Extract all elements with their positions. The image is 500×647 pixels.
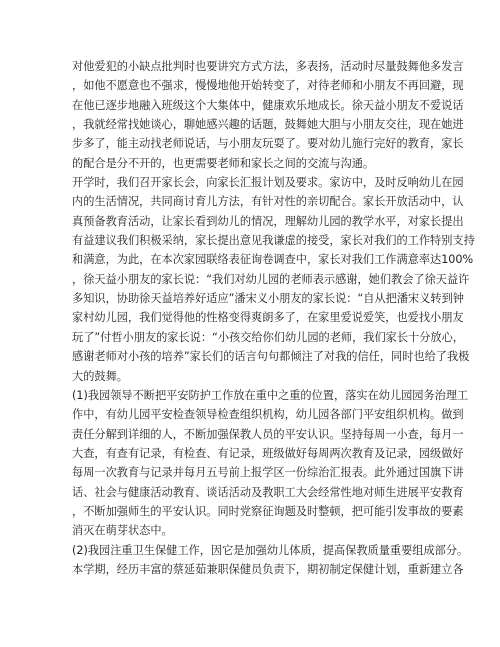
- text-line: ，如他不愿意也不强求，慢慢地他开始转变了，对待老师和小朋友不再回避，现: [72, 79, 464, 93]
- paragraph-4: [72, 541, 469, 580]
- text-line: ，我就经常找她谈心，聊她感兴趣的话题，鼓舞她大胆与小朋友交往，现在她进: [72, 118, 464, 132]
- text-line: (1)我园领导不断把平安防护工作放在重中之重的位置，落实在幼儿园园务治理工: [72, 388, 469, 402]
- paragraph-3: [72, 386, 469, 541]
- text-line: 消灭在萌芽状态中。: [72, 524, 173, 538]
- text-line: 作中，有幼儿园平安检查领导检查组织机构，幼儿园各部门平安组织机构。做到: [72, 408, 464, 422]
- text-line: 和满意，为此，在本次家园联络表征询卷调查中，家长对我们工作满意率达100%: [72, 253, 474, 267]
- text-line: 真预备教育活动，让家长看到幼儿的情况，理解幼儿园的教学水平，对家长提出: [72, 214, 464, 228]
- text-line: 有益建议我们积极采纳，家长提出意见我谦虚的接受，家长对我们的工作特别支持: [72, 234, 475, 248]
- paragraph-1: [72, 57, 464, 173]
- text-line: 步多了，能主动找老师说话，与小朋友玩耍了。要对幼儿施行完好的教育，家长: [72, 137, 464, 151]
- text-line: 大查，有查有记录，有检查、有记录，班级做好每周两次教育及记录，园级做好: [72, 446, 464, 460]
- text-line: 的配合是分不开的，也更需要老师和家长之间的交流与沟通。: [72, 156, 375, 170]
- text-line: 每周一次教育与记录并每月五号前上报学区一份综治汇报表。此外通过国旗下讲: [72, 466, 464, 480]
- paragraph-2: [72, 173, 475, 386]
- text-line: 家村幼儿园，我们觉得他的性格变得爽朗多了，在家里爱说爱笑，也爱找小朋友: [72, 311, 464, 325]
- text-line: 对他爱犯的小缺点批判时也要讲究方式方法，多表扬，活动时尽量鼓舞他多发言: [72, 60, 464, 73]
- text-line: 内的生活情况，共同商讨育儿方法，有针对性的亲切配合。家长开放活动中，认: [72, 195, 464, 209]
- text-line: 在他已逐步地融入班级这个大集体中，健康欢乐地成长。徐天益小朋友不爱说话: [72, 98, 464, 112]
- text-line: ，不断加强师生的平安认识。同时党察征询题及时整顿，把可能引发事故的要素: [72, 504, 464, 518]
- text-line: ，徐天益小朋友的家长说：“我们对幼儿园的老师表示感谢，她们教会了徐天益许: [72, 272, 470, 286]
- text-line: 责任分解到详细的人，不断加强保教人员的平安认识。坚持每周一小查，每月一: [72, 427, 464, 441]
- text-line: 感谢老师对小孩的培养”家长们的话言句句都倾注了对我的信任，同时也给了我极: [72, 350, 470, 364]
- document-body: [72, 57, 475, 579]
- text-line: 多知识，协助徐天益培养好适应”潘宋义小朋友的家长说：“自从把潘宋义转到钟: [72, 292, 464, 306]
- text-line: 大的鼓舞。: [72, 369, 128, 383]
- text-line: 本学期，经历丰富的蔡延茹兼职保健员负责下，期初制定保健计划，重新建立各: [72, 562, 464, 576]
- text-line: 开学时，我们召开家长会，向家长汇报计划及要求。家访中，及时反响幼儿在园: [72, 176, 464, 190]
- text-line: (2)我园注重卫生保健工作，因它是加强幼儿体质，提高保教质量重要组成部分。: [72, 543, 469, 557]
- text-line: 话、社会与健康活动教育、谈话活动及教职工大会经常性地对师生进展平安教育: [72, 485, 464, 499]
- text-line: 玩了”付哲小朋友的家长说：“小孩交给你们幼儿园的老师，我们家长十分放心，: [72, 330, 464, 344]
